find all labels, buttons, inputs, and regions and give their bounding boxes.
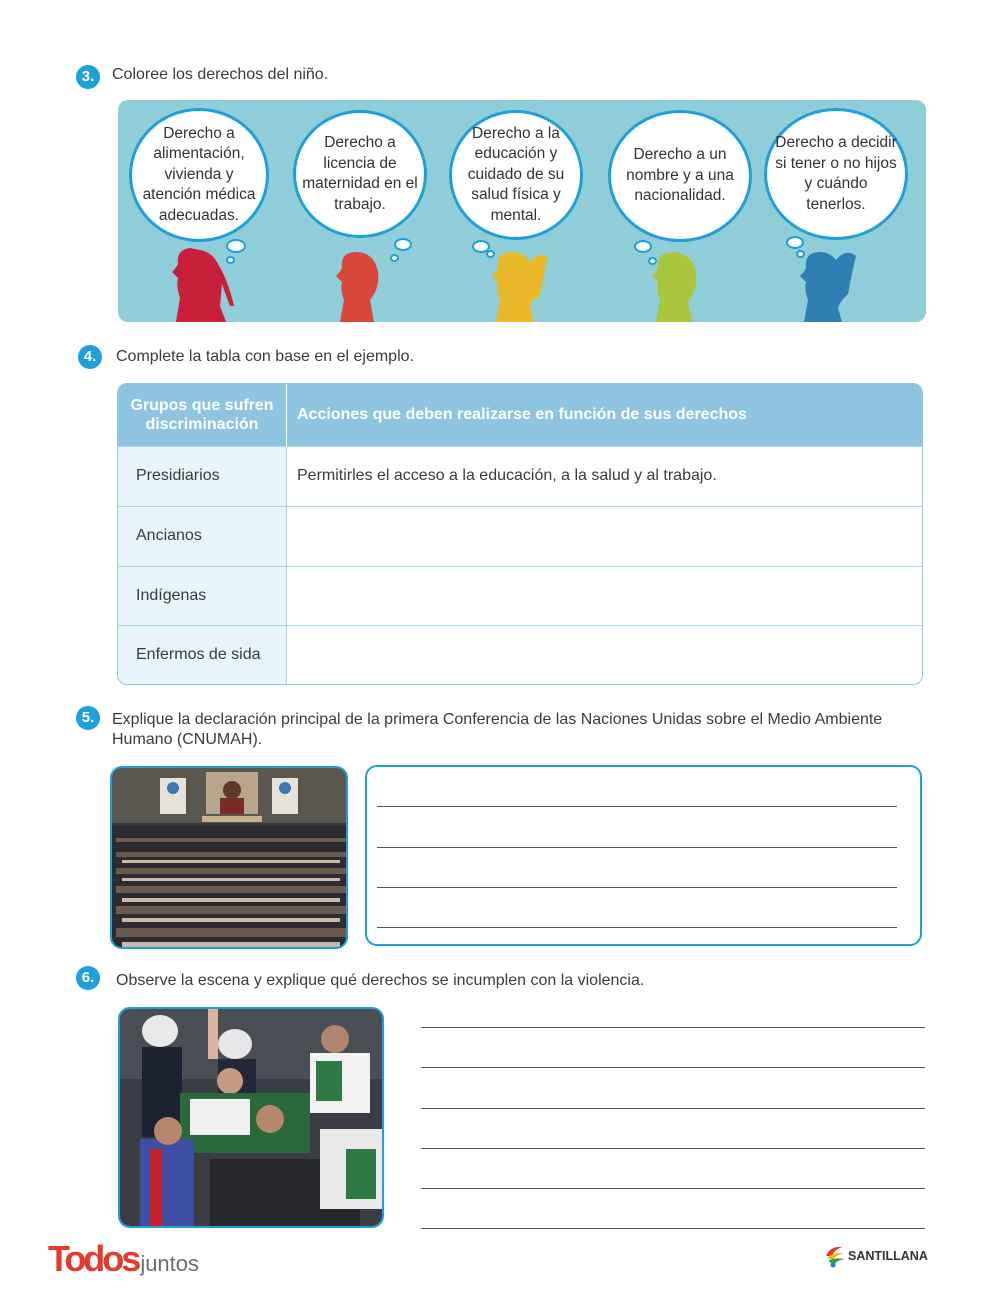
girl-silhouette-1-icon — [172, 248, 234, 322]
santillana-logo — [824, 1244, 928, 1268]
rights-panel — [118, 100, 926, 322]
discrimination-table — [117, 383, 923, 685]
right-bubble-4[interactable]: Derecho a un nombre y a una nacionalidad. — [608, 110, 752, 242]
writing-line — [421, 1067, 925, 1068]
question-4-instruction: Complete la tabla con base en el ejemplo. — [116, 348, 414, 365]
writing-line — [421, 1148, 925, 1149]
writing-line — [421, 1228, 925, 1229]
writing-line — [421, 1108, 925, 1109]
publisher-name: SANTILLANA — [848, 1249, 928, 1263]
action-input-cell[interactable] — [287, 626, 923, 684]
table-row — [118, 447, 922, 507]
group-cell: Enfermos de sida — [118, 626, 287, 684]
writing-line — [377, 806, 897, 807]
stadium-violence-image — [120, 1009, 384, 1228]
boy-silhouette-2-icon — [336, 252, 378, 322]
violence-photo — [118, 1007, 384, 1228]
writing-line — [421, 1027, 925, 1028]
action-cell: Permitirles el acceso a la educación, a la salud y al trabajo. — [287, 447, 923, 507]
conference-photo — [110, 766, 348, 949]
right-bubble-3[interactable]: Derecho a la educación y cuidado de su salud física y mental. — [449, 110, 583, 240]
writing-line — [377, 847, 897, 848]
right-bubble-1[interactable]: Derecho a alimentación, vivienda y atención médica adecuadas. — [129, 108, 269, 242]
writing-line — [421, 1188, 925, 1189]
answer-area-6[interactable] — [421, 1007, 925, 1232]
writing-line — [377, 927, 897, 928]
question-5-instruction: Explique la declaración principal de la primera Conferencia de las Naciones Unidas sobre el Medio Ambiente Humano (CNUMAH). — [112, 711, 883, 748]
group-cell: Indígenas — [118, 566, 287, 626]
brand-juntos: juntos — [140, 1251, 200, 1276]
right-bubble-2[interactable]: Derecho a licencia de maternidad en el trabajo. — [293, 110, 427, 238]
question-6-number: 6. — [76, 966, 100, 990]
column-header-groups: Grupos que sufren discriminación — [118, 384, 287, 447]
brand-todos: Todos — [48, 1238, 139, 1279]
santillana-bird-icon — [824, 1244, 846, 1268]
question-3-number: 3. — [76, 65, 100, 89]
conference-hall-image — [112, 768, 348, 949]
table-header-row — [118, 384, 922, 447]
question-5-number: 5. — [76, 706, 100, 730]
boy-silhouette-4-icon — [652, 252, 696, 322]
girl-silhouette-5-icon — [800, 252, 856, 322]
table-row — [118, 566, 922, 626]
right-bubble-5[interactable]: Derecho a decidir si tener o no hijos y cuándo tenerlos. — [764, 108, 908, 240]
silhouettes — [118, 100, 926, 322]
todos-juntos-logo — [48, 1238, 199, 1278]
group-cell: Ancianos — [118, 506, 287, 566]
group-cell: Presidiarios — [118, 447, 287, 507]
table-row — [118, 626, 922, 684]
answer-box-5[interactable] — [365, 765, 922, 946]
question-6-instruction: Observe la escena y explique qué derechos se incumplen con la violencia. — [116, 972, 645, 989]
column-header-actions: Acciones que deben realizarse en función de sus derechos — [287, 384, 923, 447]
question-4-number: 4. — [78, 345, 102, 369]
writing-line — [377, 887, 897, 888]
table-row — [118, 506, 922, 566]
question-3-instruction: Coloree los derechos del niño. — [112, 66, 329, 83]
action-input-cell[interactable] — [287, 506, 923, 566]
action-input-cell[interactable] — [287, 566, 923, 626]
girl-silhouette-3-icon — [492, 252, 548, 322]
